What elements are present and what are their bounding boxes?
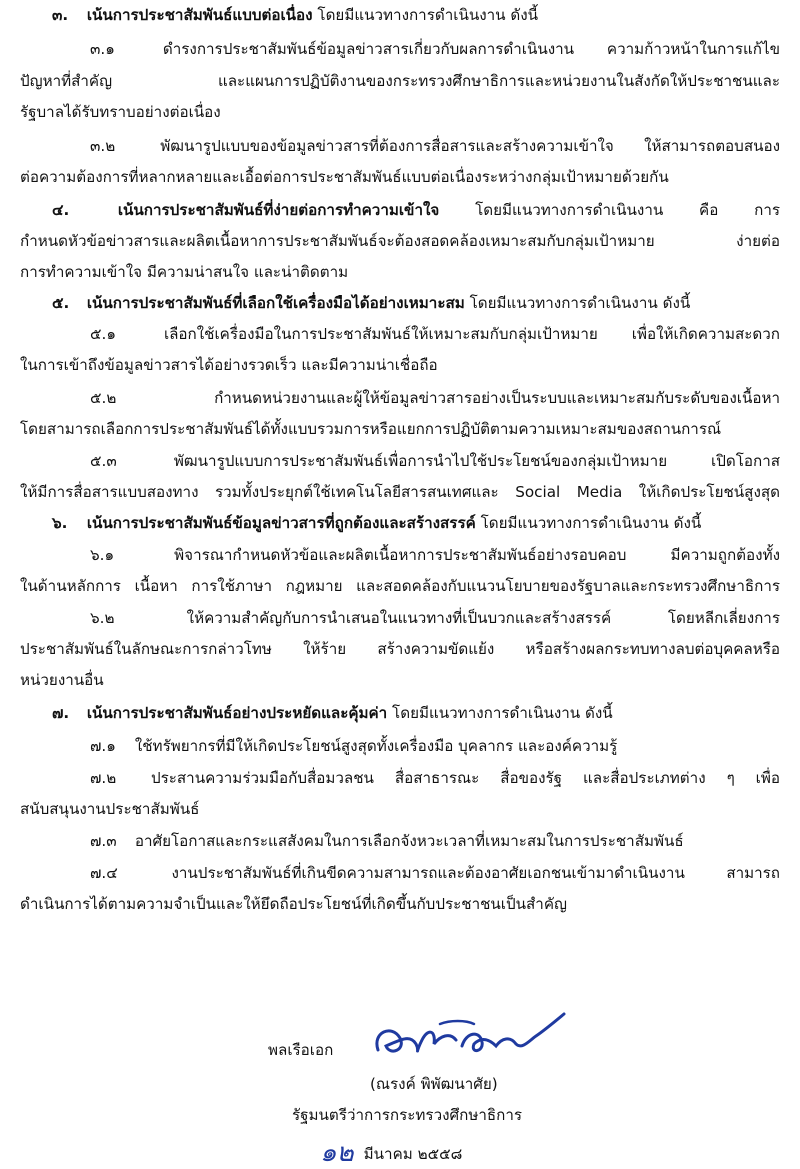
section-number: ๔. [52,201,70,219]
item-text: ใช้ทรัพยากรที่มีให้เกิดประโยชน์สูงสุดทั้งเครื่องมือ บุคลากร และองค์ความรู้ [134,737,618,755]
item-number: ๗.๑ [90,737,116,755]
item-number: ๓.๒ [90,137,116,155]
section-4-line-3: การทำความเข้าใจ มีความน่าสนใจ และน่าติดตาม [20,263,349,281]
item-number: ๕.๒ [90,389,117,407]
section-intro: โดยมีแนวทางการดำเนินงาน ดังนี้ [480,514,702,532]
section-title: เน้นการประชาสัมพันธ์ที่เลือกใช้เครื่องมือได้อย่างเหมาะสม [86,294,465,312]
item-number: ๗.๒ [90,769,117,787]
handwritten-signature [370,1010,570,1070]
signature-date [320,1140,462,1166]
section-number: ๗. [52,704,70,722]
item-number: ๕.๓ [90,452,117,470]
item-5-2-line-1 [90,387,780,409]
item-7-4-line-2: ดำเนินการได้ตามความจำเป็นและให้ยึดถือประโยชน์ที่เกิดขึ้นกับประชาชนเป็นสำคัญ [20,895,567,913]
signer-rank: พลเรือเอก [268,1041,334,1059]
item-text: เลือกใช้เครื่องมือในการประชาสัมพันธ์ให้เหมาะสมกับกลุ่มเป้าหมาย เพื่อให้เกิดความสะดวก [163,325,781,343]
item-3-1-line-3: รัฐบาลได้รับทราบอย่างต่อเนื่อง [20,103,221,121]
section-number: ๖. [52,514,68,532]
item-text: พัฒนารูปแบบของข้อมูลข่าวสารที่ต้องการสื่อสารและสร้างความเข้าใจ ให้สามารถตอบสนอง [160,137,781,155]
item-text: ดำรงการประชาสัมพันธ์ข้อมูลข่าวสารเกี่ยวกับผลการดำเนินงาน ความก้าวหน้าในการแก้ไข [162,40,780,58]
section-intro: โดยมีแนวทางการดำเนินงาน คือ การ [475,201,781,219]
section-title: เน้นการประชาสัมพันธ์ข้อมูลข่าวสารที่ถูกต้องและสร้างสรรค์ [86,514,476,532]
item-number: ๖.๒ [90,609,115,627]
item-number: ๖.๑ [90,546,115,564]
section-7-heading [52,702,780,724]
item-5-3-line-1 [90,450,780,472]
section-5-heading [52,292,780,314]
section-6-heading [52,512,780,534]
section-title: เน้นการประชาสัมพันธ์ที่ง่ายต่อการทำความเข้าใจ [117,201,440,219]
section-intro: โดยมีแนวทางการดำเนินงาน ดังนี้ [392,704,613,722]
item-5-1-line-2: ในการเข้าถึงข้อมูลข่าวสารได้อย่างรวดเร็ว และมีความน่าเชื่อถือ [20,356,438,374]
section-title: เน้นการประชาสัมพันธ์แบบต่อเนื่อง [86,6,313,24]
signer-name: (ณรงค์ พิพัฒนาศัย) [370,1075,498,1093]
section-intro: โดยมีแนวทางการดำเนินงาน ดังนี้ [317,6,539,24]
item-7-1-line-1 [90,735,780,757]
item-6-2-line-1 [90,607,780,629]
item-3-1-line-2: ปัญหาที่สำคัญ และแผนการปฏิบัติงานของกระทรวงศึกษาธิการและหน่วยงานในสังกัดให้ประชาชนและ [20,72,780,90]
item-5-3-line-2: ให้มีการสื่อสารแบบสองทาง รวมทั้งประยุกต์ใช้เทคโนโลยีสารสนเทศและ Social Media ให้เกิดประโยชน์สูงสุด [20,483,780,501]
item-6-1-line-2: ในด้านหลักการ เนื้อหา การใช้ภาษา กฎหมาย และสอดคล้องกับแนวนโยบายของรัฐบาลและกระทรวงศึกษาธิการ [20,577,780,595]
section-intro: โดยมีแนวทางการดำเนินงาน ดังนี้ [469,294,691,312]
item-6-2-line-2: ประชาสัมพันธ์ในลักษณะการกล่าวโทษ ให้ร้าย สร้างความขัดแย้ง หรือสร้างผลกระทบทางลบต่อบุคคลหรือ [20,640,780,658]
item-text: ประสานความร่วมมือกับสื่อมวลชน สื่อสาธารณะ สื่อของรัฐ และสื่อประเภทต่าง ๆ เพื่อ [150,769,780,787]
item-number: ๗.๓ [90,832,117,850]
section-4-heading [52,199,780,221]
item-7-3-line-1 [90,830,780,852]
item-6-2-line-3: หน่วยงานอื่น [20,671,104,689]
item-7-4-line-1 [90,862,780,884]
handwritten-day: ๑๒ [320,1138,354,1168]
item-text: พิจารณากำหนดหัวข้อและผลิตเนื้อหาการประชาสัมพันธ์อย่างรอบคอบ มีความถูกต้องทั้ง [174,546,781,564]
item-5-2-line-2: โดยสามารถเลือกการประชาสัมพันธ์ได้ทั้งแบบรวมการหรือแยกการปฏิบัติตามความเหมาะสมของสถานการณ์ [20,420,722,438]
section-number: ๕. [52,294,70,312]
signature-block [260,1000,600,1169]
section-title: เน้นการประชาสัมพันธ์อย่างประหยัดและคุ้มค่า [86,704,388,722]
item-7-2-line-1 [90,767,780,789]
item-text: ให้ความสำคัญกับการนำเสนอในแนวทางที่เป็นบวกและสร้างสรรค์ โดยหลีกเลี่ยงการ [186,609,780,627]
item-5-1-line-1 [90,323,780,345]
item-number: ๗.๔ [90,864,118,882]
item-3-2-line-1 [90,135,780,157]
item-number: ๓.๑ [90,40,115,58]
section-number: ๓. [52,6,69,24]
item-7-2-line-2: สนับสนุนงานประชาสัมพันธ์ [20,800,200,818]
item-text: กำหนดหน่วยงานและผู้ให้ข้อมูลข่าวสารอย่างเป็นระบบและเหมาะสมกับระดับของเนื้อหา [214,389,780,407]
item-text: พัฒนารูปแบบการประชาสัมพันธ์เพื่อการนำไปใช้ประโยชน์ของกลุ่มเป้าหมาย เปิดโอกาส [173,452,780,470]
month-year: มีนาคม ๒๕๕๘ [363,1145,463,1163]
item-3-2-line-2: ต่อความต้องการที่หลากหลายและเอื้อต่อการประชาสัมพันธ์แบบต่อเนื่องระหว่างกลุ่มเป้าหมายด้วยกัน [20,168,669,186]
item-6-1-line-1 [90,544,780,566]
signer-title: รัฐมนตรีว่าการกระทรวงศึกษาธิการ [292,1106,523,1124]
section-3-heading [52,4,780,26]
section-4-line-2: กำหนดหัวข้อข่าวสารและผลิตเนื้อหาการประชาสัมพันธ์จะต้องสอดคล้องเหมาะสมกับกลุ่มเป้าหมาย ง่ายต่อ [20,232,780,250]
item-text: งานประชาสัมพันธ์ที่เกินขีดความสามารถและต้องอาศัยเอกชนเข้ามาดำเนินงาน สามารถ [171,864,781,882]
item-text: อาศัยโอกาสและกระแสสังคมในการเลือกจังหวะเวลาที่เหมาะสมในการประชาสัมพันธ์ [134,832,684,850]
item-3-1-line-1 [90,38,780,60]
item-number: ๕.๑ [90,325,116,343]
